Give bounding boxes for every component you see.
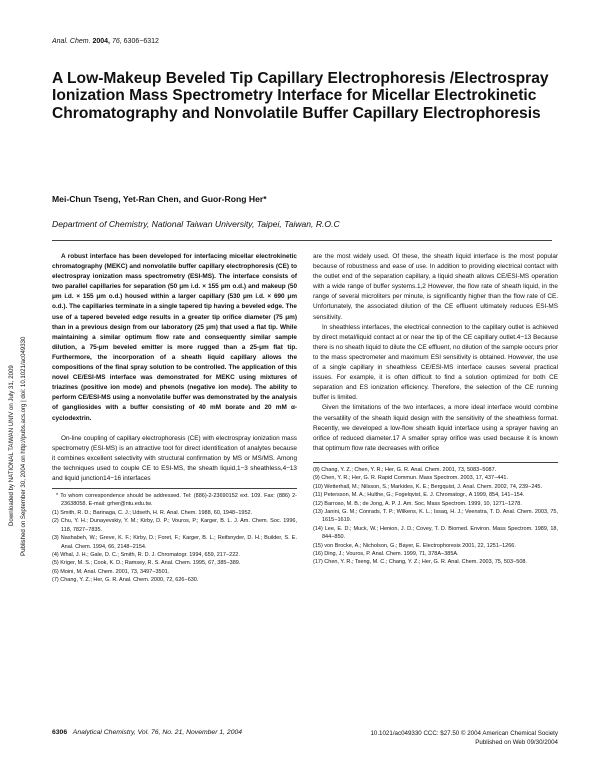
reference-item: (11) Petersson, M. A.; Hulthe, G.; Fogelqvist, E. J. Chromatogr., A 1999, 854, 141−154. <box>313 492 525 499</box>
reference-item: (1) Smith, R. D.; Barinaga, C. J.; Udseth, H. R. Anal. Chem. 1988, 60, 1948−1952. <box>52 509 253 516</box>
footer-journal-info: Analytical Chemistry, Vol. 76, No. 21, November 1, 2004 <box>72 729 243 736</box>
abstract: A robust interface has been developed for interfacing micellar electrokinetic chromatography (MEKC) and nonvolatile buffer capillary electrophoresis (CE) to electrospray ionization mass spectrometry (ESI-MS). The interface consists of two parallel capillaries for separation (50 μm i.d. × 155 μm o.d.) and makeup (50 μm i.d. × 155 μm o.d.) housed within a larger capillary (530 μm i.d. × 690 μm o.d.). The capillaries terminate in a single tapered tip having a beveled edge. The use of a tapered beveled edge results in a greater tip orifice diameter (75 μm) than in a previous design from our laboratory (25 μm) that used a flat tip. While maintaining a similar optimum flow rate and consequently similar sample dilution, a 75-μm beveled emitter is more rugged than a 25-μm flat tip. Furthermore, the incorporation of a sheath liquid capillary allows the compositions of the final spray solution to be controlled. The application of this novel CE/ESI-MS interface was demonstrated for MEKC using mixtures of triazines (positive ion mode) and phenols (negative ion mode). The ability to perform CE/ESI-MS using a nonvolatile buffer was demonstrated by the analysis of gangliosides with a buffer consisting of 40 mM borate and 20 mM α-cyclodextrin. <box>52 253 297 422</box>
right-references <box>313 466 558 567</box>
reference-item: (7) Chang, Y. Z.; Her, G. R. Anal. Chem. 2000, 72, 626−630. <box>52 577 199 584</box>
affiliation: Department of Chemistry, National Taiwan University, Taipei, Taiwan, R.O.C <box>52 219 340 229</box>
journal-name: Anal. Chem. <box>52 38 91 45</box>
intro-paragraph: On-line coupling of capillary electrophoresis (CE) with electrospray ionization mass spectrometry (ESI-MS) is an attractive tool for direct identification of analytes because it combines excellent selectivity with structural confirmation by MS or MS/MS. Among the techniques used to couple CE to ESI-MS, the sheath liquid,1−3 sheathless,4−13 and liquid junction14−16 interfaces <box>52 434 297 482</box>
journal-reference <box>52 38 159 45</box>
body-paragraph: are the most widely used. Of these, the sheath liquid interface is the most popular because of robustness and ease of use. In addition to providing electrical contact with the outlet end of the separation capillary, a liquid sheath allows CE/ESI-MS operation with a wide range of buffer systems.1,2 However, the flow rate of sheath liquid, in the range of several microliters per minute, is significantly higher than the flow rate of CE. Unfortunately, the associated dilution of the CE effluent ultimately reduces ESI-MS sensitivity. <box>313 253 558 321</box>
right-column <box>313 252 558 567</box>
body-paragraph: Given the limitations of the two interfaces, a more ideal interface would combine the versatility of the sheath liquid design with the sensitivity of the sheathless format. Recently, we developed a low-flow sheath liquid interface using a sprayer having an orifice of reduced diameter.17 A smaller spray orifice was used because it is known that optimum flow rate decreases with orifice <box>313 404 558 452</box>
reference-item: (9) Chen, Y. R.; Her, G. R. Rapid Commun. Mass Spectrom. 2003, 17, 437−441. <box>313 475 508 482</box>
footnote-divider <box>313 462 558 463</box>
footer-published: Published on Web 09/30/2004 <box>475 739 558 746</box>
reference-item: (14) Lee, E. D.; Muck, W.; Henion, J. D.; Covey, T. D. Biomed. Environ. Mass Spectrom. 1989, 18, 844−850. <box>313 525 558 541</box>
journal-volume: 76, <box>111 38 122 45</box>
reference-item: (4) Whal, J. H.; Gale, D. C.; Smith, R. D. J. Chromatogr. 1994, 659, 217−222. <box>52 551 240 558</box>
download-side-note <box>6 296 34 596</box>
paper-title: A Low-Makeup Beveled Tip Capillary Electrophoresis /Electrospray Ionization Mass Spectrometry Interface for Micellar Electrokinetic Chromatography and Nonvolatile Buffer Capillary Electrophoresis <box>52 70 549 122</box>
footer-doi: 10.1021/ac049330 CCC: $27.50 © 2004 American Chemical Society <box>370 730 558 737</box>
reference-item: (2) Chu, Y. H.; Dunayevskiy, Y. M.; Kirby, D. P.; Vouros, P.; Karger, B. L. J. Am. Chem. Soc. 1996, 118, 7827−7835. <box>52 518 297 533</box>
reference-item: (17) Chen, Y. R.; Tseng, M. C.; Chang, Y. Z.; Her, G. R. Anal. Chem. 2003, 75, 503−508. <box>313 559 527 566</box>
left-references <box>52 492 297 584</box>
reference-item: (10) Wetterhall, M.; Nilsson, S.; Markides, K. E.; Bergquist, J. Anal. Chem. 2002, 74, 239−245. <box>313 483 543 490</box>
reference-item: (3) Nashabeh, W.; Greve, K. F.; Kirby, D.; Foret, F.; Karger, B. L.; Reifsnyder, D. H.; Builder, S. E. Anal. Chem. 1994, 66, 2148−2154. <box>52 535 297 550</box>
reference-item: (5) Kriger, M. S.; Cook, K. D.; Ramsey, R. S. Anal. Chem. 1995, 67, 385−389. <box>52 560 241 567</box>
publication-note-line: Published on September 30, 2004 on http://pubs.acs.org | doi: 10.1021/ac049330 <box>20 336 27 556</box>
reference-item: (12) Barroso, M. B.; de Jong, A. P. J. Am. Soc. Mass Spectrom. 1999, 10, 1271−1278. <box>313 500 522 507</box>
header-divider <box>52 240 552 241</box>
left-column <box>52 252 297 585</box>
reference-item: (6) Moini, M. Anal. Chem. 2001, 73, 3497−3501. <box>52 568 170 575</box>
journal-pages: 6306−6312 <box>123 38 159 45</box>
authors: Mei-Chun Tseng, Yet-Ran Chen, and Guor-Rong Her* <box>52 194 267 204</box>
download-note-line: Downloaded by NATIONAL TAIWAN UNIV on July 31, 2009 <box>8 365 15 527</box>
page-number: 6306 <box>52 729 68 736</box>
footer-right <box>302 729 558 747</box>
footnote-divider <box>52 488 297 489</box>
correspondence-note: * To whom correspondence should be addressed. Tel: (886)-2-23690152 ext. 109. Fax: (886) 2-23638058. E-mail: grher@ntu.edu.tw. <box>56 493 297 508</box>
body-paragraph: In sheathless interfaces, the electrical connection to the capillary outlet is achieved by direct metal/liquid contact at or near the tip of the CE capillary outlet.4−13 Because there is no sheath liquid to dilute the CE effluent, no dilution of the sample occurs prior to the mass spectrometer and maximum ESI sensitivity is obtained. However, the use of a single capillary in sheathless CE/ESI-MS interface causes several practical issues. For example, it is often difficult to find a solution optimized for both CE separation and ES ionization efficiency. Therefore, the selection of the CE running buffer is limited. <box>313 323 558 402</box>
footer-left <box>52 729 242 736</box>
reference-item: (16) Ding, J.; Vouros, P. Anal. Chem. 1999, 71, 378A−385A. <box>313 550 459 557</box>
reference-item: (8) Chang, Y. Z.; Chen, Y. R.; Her, G. R. Anal. Chem. 2001, 73, 5083−5087. <box>313 466 497 473</box>
journal-year: 2004, <box>92 38 111 45</box>
reference-item: (13) Janini, G. M.; Conrads, T. P.; Wilkens, K. L.; Issaq, H. J.; Veenstra, T. D. Anal. Chem. 2003, 75, 1615−1619. <box>313 508 558 524</box>
reference-item: (15) von Brocke, A.; Nicholson, G.; Bayer, E. Electrophoresis 2001, 22, 1251−1266. <box>313 542 516 549</box>
